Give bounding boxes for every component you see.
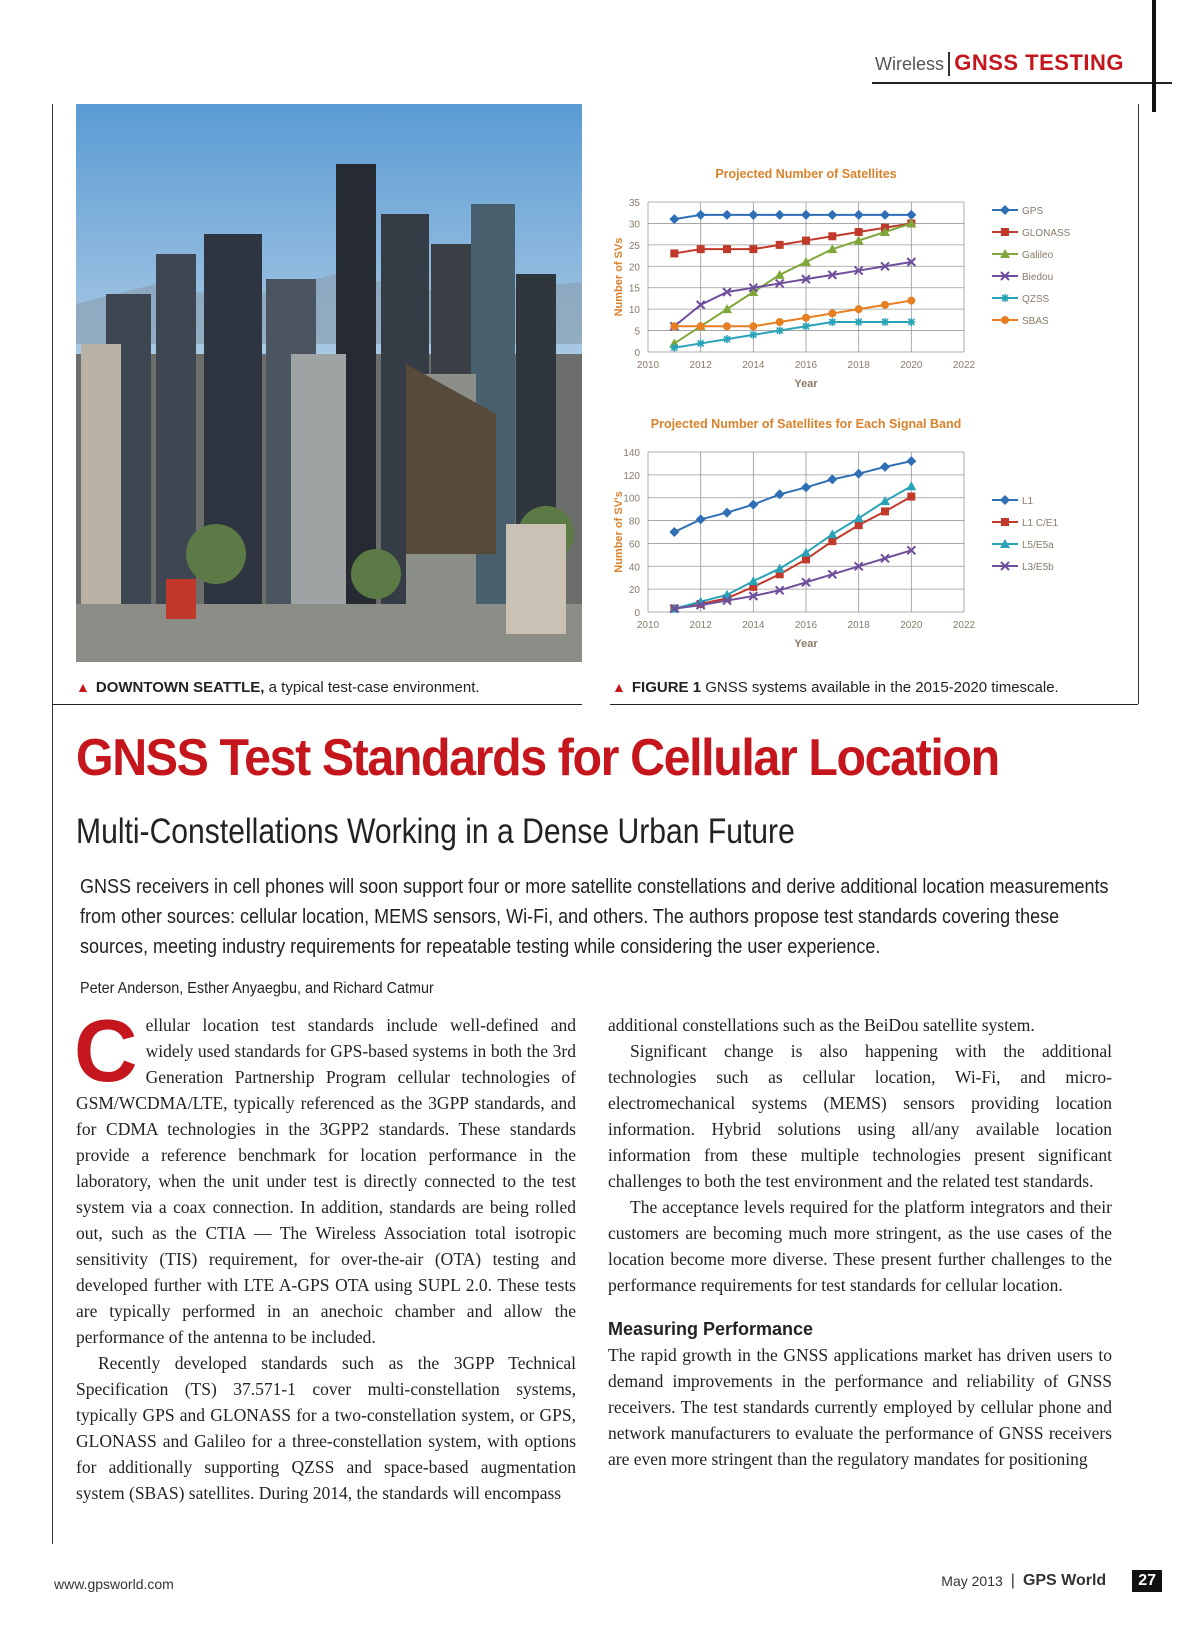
data-point (828, 537, 836, 545)
chart-title: Projected Number of Satellites (715, 167, 897, 181)
data-point (801, 548, 811, 557)
photo-caption-text: a typical test-case environment. (268, 679, 480, 696)
data-point (723, 245, 731, 253)
data-point (906, 210, 916, 220)
legend-marker (1001, 518, 1009, 526)
series-L1 (669, 456, 916, 537)
series-line (674, 497, 911, 609)
figure-caption-text: GNSS systems available in the 2015-2020 timescale. (705, 679, 1059, 696)
y-tick-label: 15 (628, 283, 640, 295)
x-tick-label: 2016 (794, 360, 818, 371)
data-point (827, 210, 837, 220)
x-tick-label: 2012 (689, 360, 712, 371)
data-point (776, 318, 784, 326)
body-column-right (608, 1012, 1112, 1472)
legend-label: Biedou (1022, 272, 1054, 283)
data-point (749, 245, 757, 253)
legend-label: L3/E5b (1022, 562, 1054, 573)
y-tick-label: 20 (628, 585, 640, 597)
legend-label: L1 (1022, 496, 1034, 507)
paragraph-2: Recently developed standards such as the 3GPP Technical Specification (TS) 37.571-1 cover multi-constellation systems, typically GPS and GLONASS for a two-constellation system, or GPS, GLONASS and Galileo for a three-constellation system, with options for additionally supporting QZSS and space-based augmentation system (SBAS) satellites. During 2014, the standards will encompass (76, 1353, 576, 1503)
legend-marker (1001, 294, 1009, 302)
x-tick-label: 2020 (900, 360, 923, 371)
series-L1 C/E1 (670, 493, 915, 613)
figure-caption-label: FIGURE 1 (631, 679, 702, 696)
paragraph-1-text: ellular location test standards include well-defined and widely used standards for GPS-based systems in both the 3rd Generation Partnership Program cellular technologies of GSM/WCDMA/LTE, typically referenced as the 3GPP standards, and for CDMA technologies in the 3GPP2 standards. These standards provide a reference benchmark for location performance in the laboratory, when the unit under test is directly connected to the test system via a coax connection. In addition, standards are being rolled out, such as the CTIA — The Wireless Association total isotropic sensitivity (TIS) requirement, for over-the-air (OTA) testing and developed further with LTE A-GPS OTA using SUPL 2.0. These tests are typically performed in an anechoic chamber and allow the performance of the antenna to be included. (76, 1015, 576, 1347)
y-tick-label: 10 (628, 305, 640, 317)
section-label: GNSS TESTING (954, 50, 1124, 75)
x-tick-label: 2018 (847, 360, 870, 371)
data-point (906, 456, 916, 466)
data-point (827, 474, 837, 484)
figure-1-charts (612, 160, 1117, 670)
y-tick-label: 120 (623, 470, 640, 482)
data-point (828, 309, 836, 317)
y-axis-label: Number of SVs (613, 237, 625, 317)
paragraph-1 (74, 1001, 576, 1350)
data-point (775, 270, 785, 279)
data-point (907, 493, 915, 501)
y-tick-label: 35 (628, 198, 640, 209)
article-abstract: GNSS receivers in cell phones will soon support four or more satellite constellations and derive additional location measurements from other sources: cellular location, MEMS sensors, Wi-Fi, and others. The authors propose test standards covering these sources, meeting industry requirements for repeatable testing while considering the user experience. (80, 876, 1109, 958)
seattle-skyline-image (76, 104, 582, 662)
caption-triangle-icon: ▲ (76, 679, 90, 695)
data-point (697, 322, 705, 330)
signal-band-line-chart (612, 410, 1117, 660)
data-point (748, 210, 758, 220)
footer-url: www.gpsworld.com (54, 1576, 174, 1592)
caption-triangle-icon: ▲ (612, 679, 626, 695)
paragraph-4: Significant change is also happening with the additional technologies such as cellular location, Wi-Fi, and micro-electromechanical systems (MEMS) sensors providing location information. Hybrid solutions using all/any available location information from these multiple technologies present significant challenges to both the test environment and the related test standards. (608, 1041, 1112, 1191)
series-GPS (669, 210, 916, 224)
data-point (748, 500, 758, 510)
data-point (749, 331, 757, 339)
figure-caption-rule (610, 704, 1138, 705)
series-line (674, 223, 911, 253)
data-point (697, 339, 705, 347)
header-rule (872, 82, 1172, 84)
data-point (855, 228, 863, 236)
chart-title: Projected Number of Satellites for Each Signal Band (650, 417, 962, 431)
data-point (775, 210, 785, 220)
series-GLONASS (670, 219, 915, 257)
x-tick-label: 2012 (689, 620, 712, 631)
data-point (854, 210, 864, 220)
x-axis-label: Year (794, 638, 818, 650)
data-point (696, 514, 706, 524)
x-tick-label: 2014 (742, 360, 765, 371)
data-point (828, 232, 836, 240)
y-tick-label: 30 (628, 219, 640, 231)
photo-caption-rule (52, 704, 582, 705)
x-tick-label: 2010 (636, 620, 660, 631)
paragraph-3: additional constellations such as the BeiDou satellite system. (608, 1015, 1035, 1035)
x-tick-label: 2018 (847, 620, 870, 631)
page-edge-rule (1152, 0, 1156, 112)
x-tick-label: 2016 (794, 620, 818, 631)
right-column-rule (1138, 104, 1139, 704)
series-line (674, 262, 911, 326)
article-title: GNSS Test Standards for Cellular Location (76, 729, 999, 787)
x-tick-label: 2014 (742, 620, 765, 631)
y-tick-label: 100 (623, 493, 640, 505)
y-tick-label: 20 (628, 262, 640, 274)
series-L5/E5a (669, 481, 916, 612)
footer-separator: | (1010, 1572, 1015, 1589)
y-tick-label: 5 (634, 326, 640, 338)
legend-marker (1000, 495, 1010, 505)
seattle-photo (76, 104, 582, 662)
footer-date: May 2013 (941, 1573, 1003, 1589)
legend-label: GLONASS (1022, 228, 1071, 239)
drop-cap: C (74, 1001, 138, 1100)
data-point (801, 257, 811, 266)
section-heading: Measuring Performance (608, 1319, 814, 1339)
x-tick-label: 2010 (636, 360, 660, 371)
data-point (670, 344, 678, 352)
article-authors: Peter Anderson, Esther Anyaegbu, and Richard Catmur (80, 980, 434, 997)
data-point (880, 210, 890, 220)
data-point (723, 322, 731, 330)
x-axis-label: Year (794, 378, 818, 390)
legend-marker (1001, 228, 1009, 236)
data-point (854, 513, 864, 522)
data-point (669, 214, 679, 224)
footer-magazine: GPS World (1022, 1572, 1107, 1589)
data-point (854, 469, 864, 479)
data-point (722, 210, 732, 220)
y-tick-label: 25 (628, 240, 640, 252)
data-point (802, 555, 810, 563)
data-point (828, 318, 836, 326)
body-column-left (74, 1001, 576, 1506)
article-subtitle: Multi-Constellations Working in a Dense Urban Future (76, 812, 795, 851)
data-point (749, 322, 757, 330)
data-point (880, 462, 890, 472)
legend-marker (1001, 316, 1009, 324)
data-point (907, 297, 915, 305)
data-point (827, 529, 837, 538)
data-point (669, 527, 679, 537)
legend-label: L1 C/E1 (1022, 518, 1059, 529)
data-point (855, 318, 863, 326)
data-point (748, 576, 758, 585)
data-point (907, 318, 915, 326)
data-point (855, 521, 863, 529)
series-line (674, 486, 911, 608)
figure-caption (612, 679, 1059, 696)
series-line (674, 215, 911, 219)
legend-marker (1000, 205, 1010, 215)
data-point (776, 327, 784, 335)
y-tick-label: 0 (634, 348, 640, 359)
data-point (670, 249, 678, 257)
data-point (802, 322, 810, 330)
photo-caption-label: DOWNTOWN SEATTLE, (95, 679, 265, 696)
y-tick-label: 140 (623, 448, 640, 459)
data-point (670, 322, 678, 330)
y-tick-label: 60 (628, 539, 640, 551)
left-column-rule (52, 104, 53, 1544)
legend-label: SBAS (1022, 316, 1049, 327)
satellites-line-chart (612, 160, 1117, 400)
data-point (722, 508, 732, 518)
series-line (674, 461, 911, 532)
x-tick-label: 2022 (952, 360, 976, 371)
header-divider (948, 52, 950, 76)
data-point (696, 210, 706, 220)
footer-folio (941, 1570, 1162, 1592)
section-label-small: Wireless (874, 54, 944, 74)
y-tick-label: 0 (634, 608, 640, 619)
data-point (802, 237, 810, 245)
data-point (881, 507, 889, 515)
data-point (697, 245, 705, 253)
data-point (801, 482, 811, 492)
data-point (906, 481, 916, 490)
legend-label: Galileo (1022, 250, 1054, 261)
legend-label: QZSS (1022, 294, 1050, 305)
photo-caption (76, 679, 480, 696)
data-point (723, 335, 731, 343)
data-point (776, 241, 784, 249)
x-tick-label: 2022 (952, 620, 976, 631)
data-point (881, 318, 889, 326)
y-tick-label: 40 (628, 562, 640, 574)
paragraph-5: The acceptance levels required for the platform integrators and their customers are becoming much more stringent, as the use cases of the location become more diverse. These present further challenges to the performance requirements for test standards for cellular location. (608, 1197, 1112, 1295)
data-point (775, 564, 785, 573)
data-point (801, 210, 811, 220)
legend-label: L5/E5a (1022, 540, 1054, 551)
page-number: 27 (1132, 1570, 1162, 1592)
data-point (855, 305, 863, 313)
data-point (802, 314, 810, 322)
y-axis-label: Number of SV's (613, 491, 625, 573)
legend-label: GPS (1022, 206, 1044, 217)
x-tick-label: 2020 (900, 620, 923, 631)
data-point (722, 304, 732, 313)
y-tick-label: 80 (628, 516, 640, 528)
data-point (881, 301, 889, 309)
running-header (850, 48, 1140, 82)
paragraph-6: The rapid growth in the GNSS applications market has driven users to demand improvements in the performance and reliability of GNSS receivers. The test standards currently employed by cellular phone and network manufacturers to evaluate the performance of GNSS receivers are even more stringent than the regulatory mandates for positioning (608, 1345, 1112, 1469)
